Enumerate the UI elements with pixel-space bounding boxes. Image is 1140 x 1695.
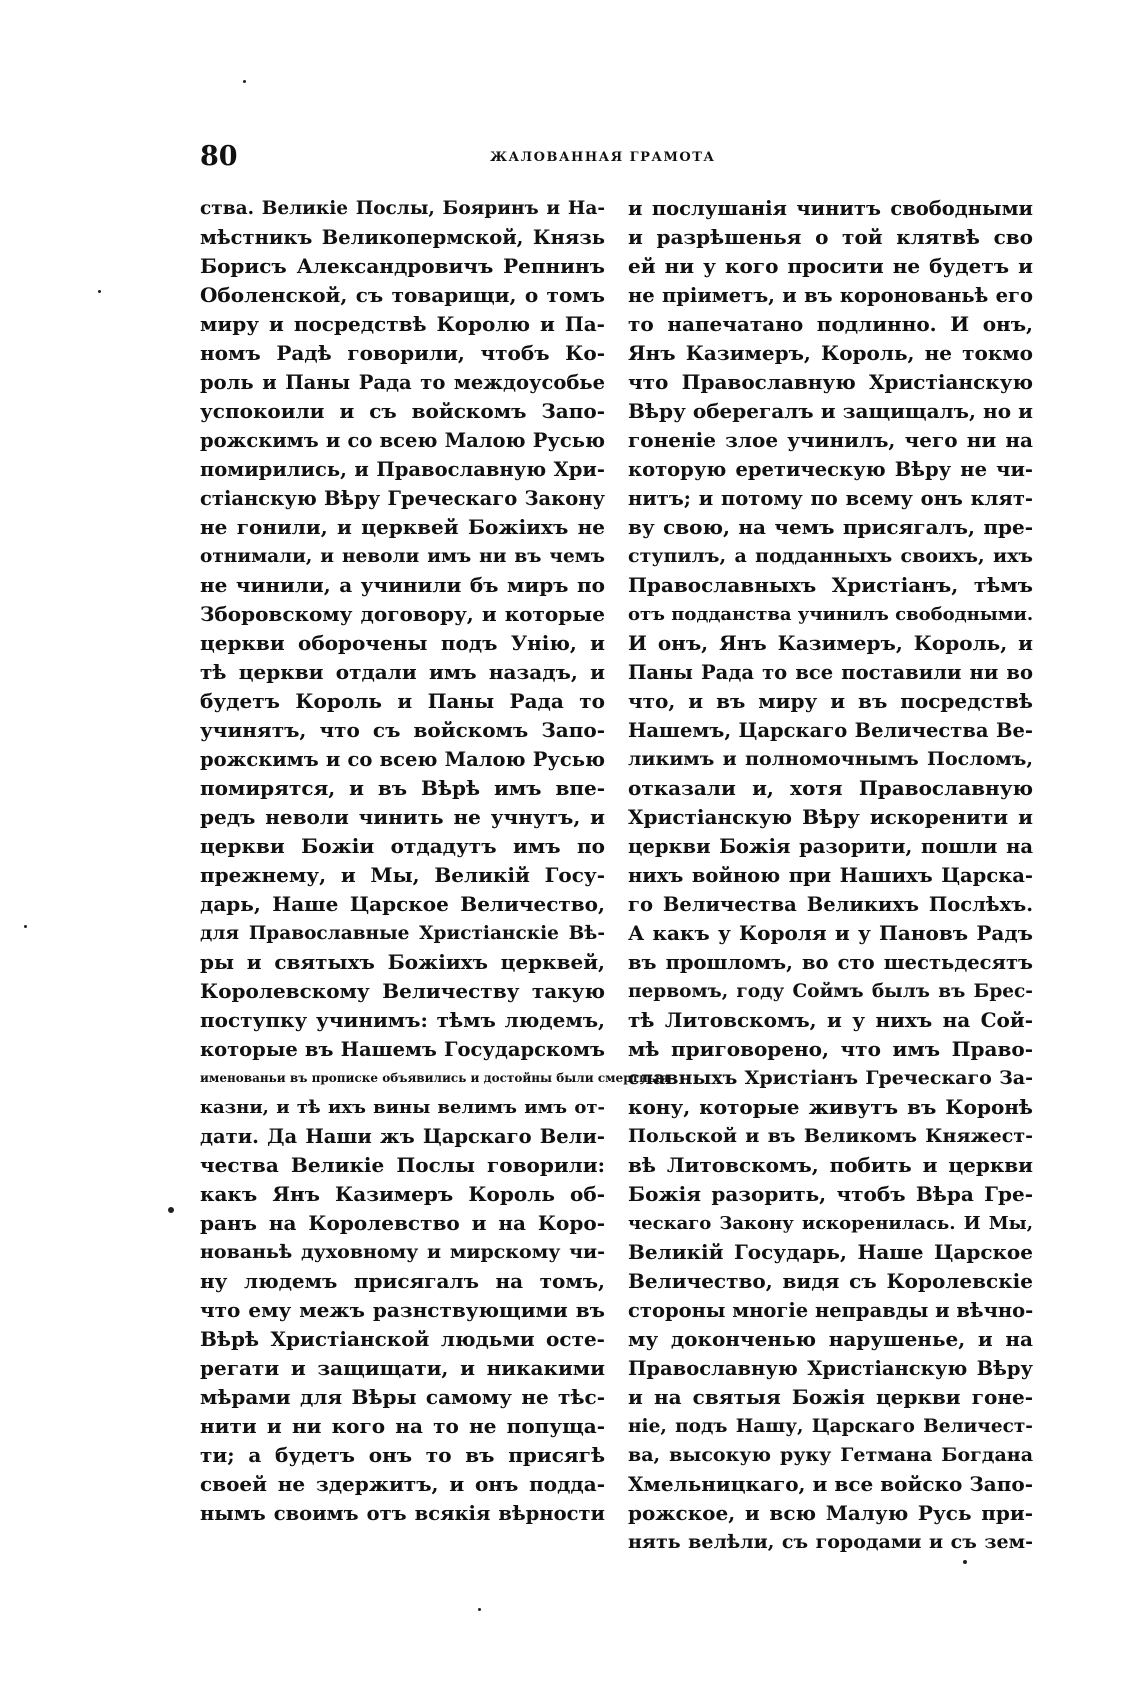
text-line: ва, высокую руку Гетмана Богдана bbox=[628, 1444, 1033, 1466]
text-line: помирятся, и въ Вѣрѣ имъ впе- bbox=[200, 776, 605, 800]
text-line: не чинили, а учинили бъ миръ по bbox=[200, 573, 605, 597]
text-line: Хмельницкаго, и все войско Запо- bbox=[628, 1472, 1033, 1496]
text-line: рожское, и всю Малую Русь при- bbox=[628, 1501, 1033, 1525]
text-line: славныхъ Христіанъ Греческаго За- bbox=[628, 1067, 1033, 1089]
text-line: Борисъ Александровичъ Репнинъ bbox=[200, 254, 605, 278]
scan-speck bbox=[478, 1608, 481, 1611]
text-line: Вѣру оберегалъ и защищалъ, но и bbox=[628, 399, 1033, 423]
text-line: ну людемъ присягалъ на томъ, bbox=[200, 1269, 605, 1293]
text-line: миру и посредствѣ Королю и Па- bbox=[200, 312, 605, 336]
text-line: и разрѣшенья о той клятвѣ сво bbox=[628, 225, 1033, 249]
text-line: церкви оборочены подъ Унію, и bbox=[200, 631, 605, 655]
text-line: рожскимъ и со всею Малою Русью bbox=[200, 748, 605, 771]
text-line: Православную Христіанскую Вѣру bbox=[628, 1357, 1033, 1380]
text-line: тѣ Литовскомъ, и у нихъ на Сой- bbox=[628, 1008, 1033, 1032]
text-line: Польской и въ Великомъ Княжест- bbox=[628, 1125, 1033, 1147]
text-line: отнимали, и неволи имъ ни въ чемъ bbox=[200, 546, 605, 567]
text-line: тѣ церкви отдали имъ назадъ, и bbox=[200, 660, 605, 684]
scan-speck bbox=[24, 925, 27, 928]
text-line: нитъ; и потому по всему онъ клят- bbox=[628, 487, 1033, 510]
text-line: что Православную Христіанскую bbox=[628, 370, 1033, 394]
text-line: редъ неволи чинить не учнутъ, и bbox=[200, 805, 605, 829]
text-line: кону, которые живутъ въ Коронѣ bbox=[628, 1095, 1033, 1119]
text-line: Янъ Казимеръ, Король, не токмо bbox=[628, 341, 1033, 365]
text-line: стороны многіе неправды и вѣчно- bbox=[628, 1299, 1034, 1322]
text-line: ніе, подъ Нашу, Царскаго Величест- bbox=[628, 1416, 1033, 1437]
text-line: будетъ Король и Паны Рада то bbox=[200, 689, 605, 713]
text-line: мѣстникъ Великопермской, Князь bbox=[200, 226, 605, 249]
text-line: Величество, видя съ Королевскіе bbox=[628, 1269, 1033, 1293]
text-line: поступку учинимъ: тѣмъ людемъ, bbox=[200, 1008, 605, 1032]
text-line: ранъ на Королевство и на Коро- bbox=[200, 1211, 605, 1235]
text-line: ву свою, на чемъ присягалъ, пре- bbox=[628, 515, 1033, 539]
text-line: Королевскому Величеству такую bbox=[200, 979, 605, 1003]
scan-speck bbox=[243, 80, 246, 83]
text-line: роль и Паны Рада то междоусобье bbox=[200, 371, 605, 394]
text-line: казни, и тѣ ихъ вины велимъ имъ от- bbox=[200, 1097, 605, 1118]
text-line: ликимъ и полномочнымъ Посломъ, bbox=[628, 748, 1033, 770]
text-line: номъ Радѣ говорили, чтобъ Ко- bbox=[200, 341, 605, 365]
text-column-left bbox=[200, 194, 669, 1525]
text-line: гоненіе злое учинилъ, чего ни на bbox=[628, 428, 1033, 452]
text-line: нованьѣ духовному и мирскому чи- bbox=[200, 1241, 605, 1263]
text-line: ти; а будетъ онъ то въ присягѣ bbox=[200, 1443, 605, 1467]
text-line: Великій Государь, Наше Царское bbox=[628, 1240, 1033, 1264]
text-line: чества Великіе Послы говорили: bbox=[200, 1153, 605, 1177]
text-line: нихъ войною при Нашихъ Царска- bbox=[628, 864, 1033, 887]
text-line: Вѣрѣ Христіанской людьми осте- bbox=[200, 1327, 605, 1351]
text-line: нять велѣли, съ городами и съ зем- bbox=[628, 1531, 1033, 1553]
text-line: и послушанія чинитъ свободными bbox=[628, 197, 1033, 220]
text-line: въ прошломъ, во сто шестьдесятъ bbox=[628, 951, 1033, 974]
text-line: Православныхъ Христіанъ, тѣмъ bbox=[628, 573, 1033, 597]
text-line: Оболенской, съ товарищи, о томъ bbox=[200, 283, 605, 307]
text-line: что ему межъ разнствующими въ bbox=[200, 1298, 605, 1322]
text-line: А какъ у Короля и у Пановъ Радъ bbox=[628, 921, 1033, 945]
text-line: именованьи въ прописке объявились и достойны были смертныя bbox=[200, 1071, 669, 1085]
scan-speck bbox=[168, 1207, 174, 1213]
text-line: что, и въ миру и въ посредствѣ bbox=[628, 689, 1033, 713]
text-line: первомъ, году Соймъ былъ въ Брес- bbox=[628, 981, 1033, 1002]
text-line: дати. Да Наши жъ Царскаго Вели- bbox=[200, 1125, 605, 1148]
text-line: ры и святыхъ Божіихъ церквей, bbox=[200, 950, 605, 974]
text-line: И онъ, Янъ Казимеръ, Король, и bbox=[628, 631, 1033, 655]
text-line: мѣ приговорено, что имъ Право- bbox=[628, 1037, 1033, 1061]
text-line: которые въ Нашемъ Государскомъ bbox=[200, 1038, 605, 1061]
text-line: не гонили, и церквей Божіихъ не bbox=[200, 515, 605, 539]
page-header bbox=[200, 140, 756, 180]
text-line: прежнему, и Мы, Великій Госу- bbox=[200, 863, 605, 887]
text-line: то напечатано подлинно. И онъ, bbox=[628, 312, 1033, 336]
text-line: Зборовскому договору, и которые bbox=[200, 602, 605, 626]
text-line: регати и защищати, и никакими bbox=[200, 1356, 605, 1380]
text-line: своей не здержитъ, и онъ подда- bbox=[200, 1472, 605, 1496]
text-line: рожскимъ и со всею Малою Русью bbox=[200, 429, 605, 452]
text-line: нымъ своимъ отъ всякія вѣрности bbox=[200, 1502, 605, 1525]
text-line: помирились, и Православную Хри- bbox=[200, 458, 605, 481]
text-line: для Православные Христіанскіе Вѣ- bbox=[200, 923, 605, 944]
text-column-right bbox=[628, 194, 1034, 1553]
running-head: ЖАЛОВАННАЯ ГРАМОТА bbox=[490, 150, 716, 165]
text-line: отъ подданства учинилъ свободными. bbox=[628, 604, 1034, 625]
text-line: которую еретическую Вѣру не чи- bbox=[628, 458, 1033, 481]
text-line: ступилъ, а подданныхъ своихъ, ихъ bbox=[628, 545, 1033, 567]
page-number: 80 bbox=[200, 141, 238, 172]
text-line: церкви Божіи отдадутъ имъ по bbox=[200, 834, 605, 858]
text-line: Нашемъ, Царскаго Величества Ве- bbox=[628, 719, 1033, 742]
text-line: какъ Янъ Казимеръ Король об- bbox=[200, 1182, 605, 1206]
text-line: нити и ни кого на то не попуща- bbox=[200, 1414, 605, 1438]
text-line: успокоили и съ войскомъ Запо- bbox=[200, 399, 605, 423]
text-line: Паны Рада то все поставили ни во bbox=[628, 661, 1033, 684]
text-line: ства. Великіе Послы, Бояринъ и На- bbox=[200, 198, 605, 219]
text-line: стіанскую Вѣру Греческаго Закону bbox=[200, 487, 605, 510]
text-line: му доконченью нарушенье, и на bbox=[628, 1327, 1033, 1351]
text-line: вѣ Литовскомъ, побить и церкви bbox=[628, 1153, 1033, 1177]
text-line: учинятъ, что съ войскомъ Запо- bbox=[200, 718, 605, 742]
text-line: Божія разорить, чтобъ Вѣра Гре- bbox=[628, 1182, 1033, 1206]
text-line: дарь, Наше Царское Величество, bbox=[200, 892, 605, 916]
text-line: мѣрами для Вѣры самому не тѣс- bbox=[200, 1385, 605, 1409]
text-line: Христіанскую Вѣру искоренити и bbox=[628, 805, 1033, 829]
text-line: не пріиметъ, и въ коронованьѣ его bbox=[628, 284, 1033, 307]
text-line: ей ни у кого просити не будетъ и bbox=[628, 254, 1033, 278]
text-line: и на святыя Божія церкви гоне- bbox=[628, 1385, 1033, 1409]
text-line: ческаго Закону искоренилась. И Мы, bbox=[628, 1213, 1033, 1234]
text-line: отказали и, хотя Православную bbox=[628, 776, 1033, 800]
text-line: церкви Божія разорити, пошли на bbox=[628, 835, 1033, 858]
scan-speck bbox=[98, 290, 101, 293]
scan-speck bbox=[963, 1560, 967, 1564]
text-line: го Величества Великихъ Послѣхъ. bbox=[628, 893, 1033, 916]
